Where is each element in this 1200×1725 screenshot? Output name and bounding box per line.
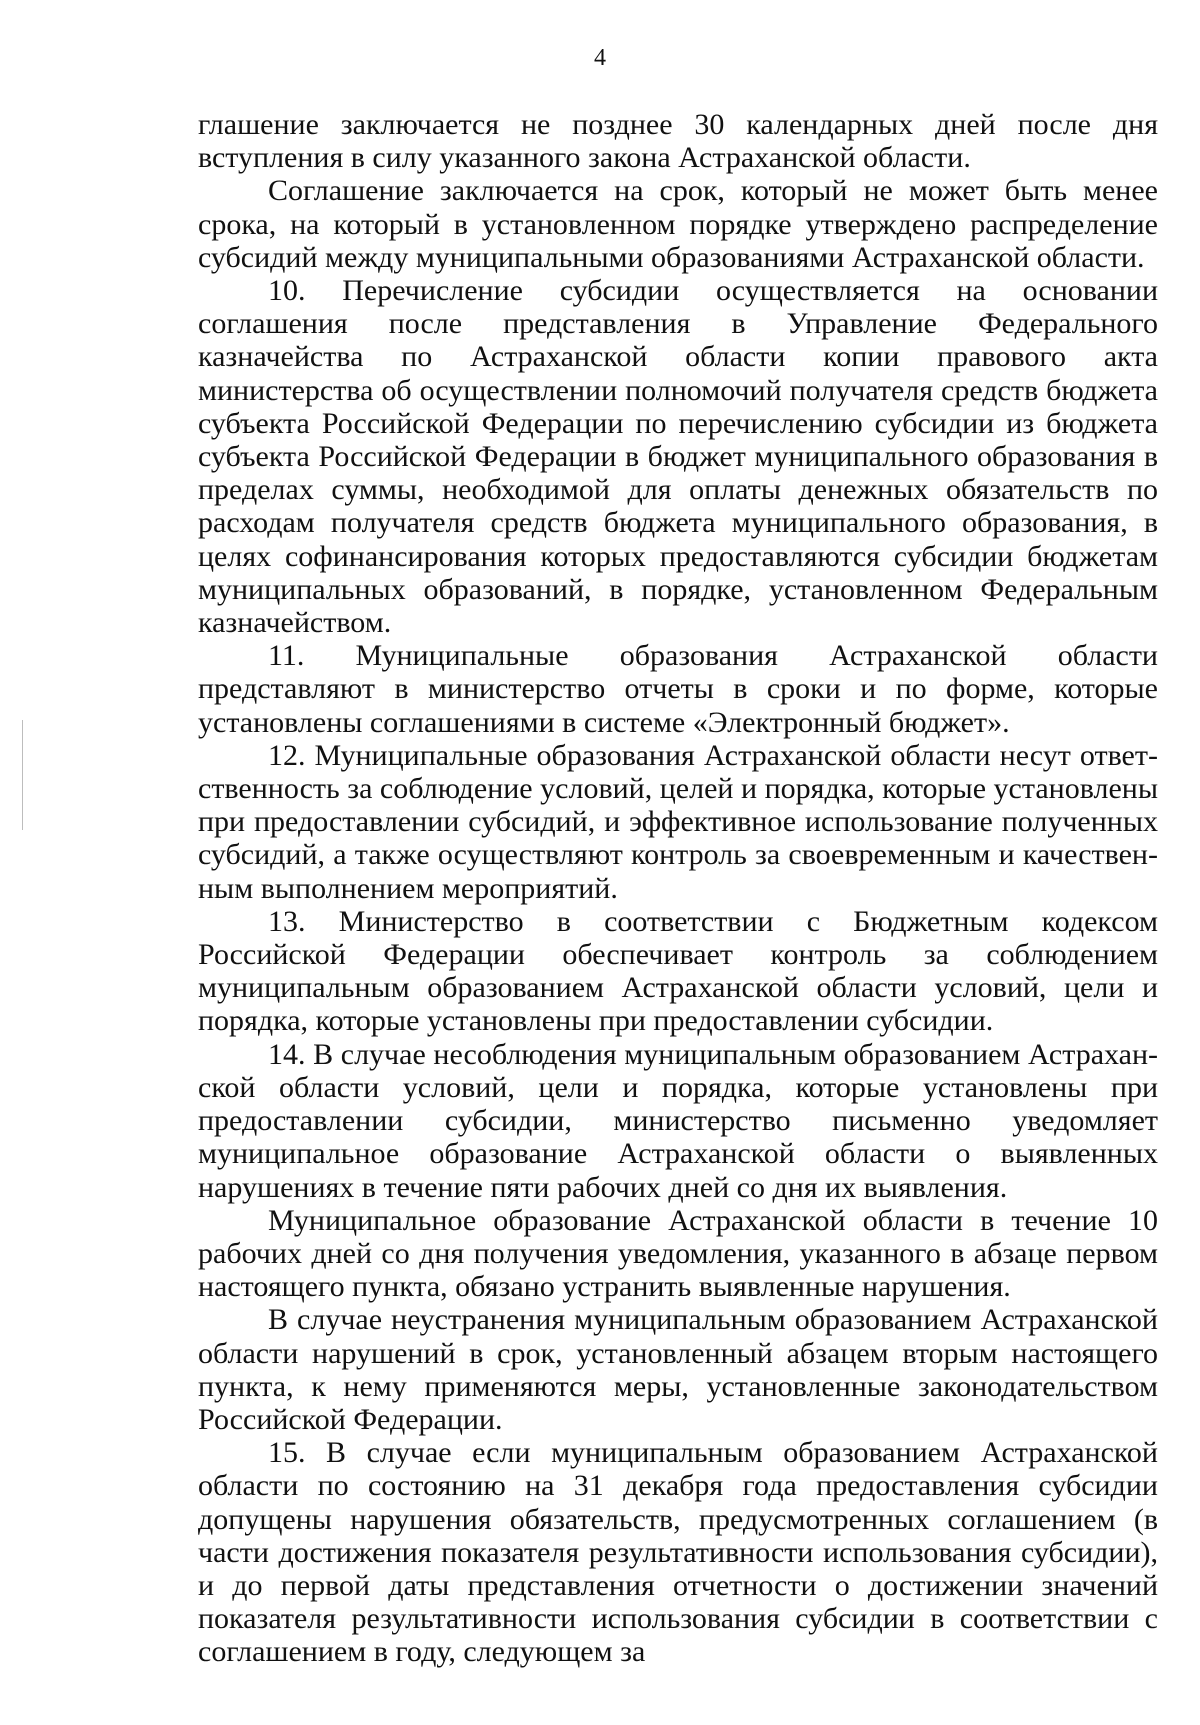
paragraph-item-12: 12. Муниципальные образования Астраханской области несут ответственность за соблюдение условий, целей и порядка, которые установлены при предоставлении субсидий, и эффективное использование полученных субсидий, а также осуществляют контроль за своевременным и качественным выполнением мероприятий.	[198, 738, 1158, 905]
paragraph-item-14-part-3: В случае неустранения муниципальным образованием Астраханской области нарушений в срок, установленный абзацем вторым настоящего пункта, к нему применяются меры, установленные законодательством Российской Федерации.	[198, 1303, 1158, 1436]
paragraph-item-14-part-2: Муниципальное образование Астраханской области в течение 10 рабочих дней со дня получения уведомления, указанного в абзаце первом настоящего пункта, обязано устранить выявленные нарушения.	[198, 1203, 1158, 1304]
paragraph-item-14: 14. В случае несоблюдения муниципальным образованием Астраханской области условий, цели и порядка, которые установлены при предоставлении субсидии, министерство письменно уведомляет муниципальное образование Астраханской области о выявленных нарушениях в течение пяти рабочих дней со дня их выявления.	[198, 1037, 1158, 1204]
scan-edge-mark	[22, 720, 23, 830]
paragraph-item-15: 15. В случае если муниципальным образованием Астраханской области по состоянию на 31 декабря года предоставления субсидии допущены нарушения обязательств, предусмотренных соглашением (в части достижения показателя результативности использования субсидии), и до первой даты представления отчетности о достижении значений показателя результативности использования субсидии в соответствии с соглашением в году, следующем за	[198, 1436, 1158, 1669]
paragraph-agreement-term: Соглашение заключается на срок, который не может быть менее срока, на который в установленном порядке утверждено распределение субсидий между муниципальными образованиями Астраханской области.	[198, 174, 1158, 274]
document-body	[198, 108, 1158, 1669]
paragraph-item-11: 11. Муниципальные образования Астраханской области представляют в министерство отчеты в сроки и по форме, которые установлены соглашениями в системе «Электронный бюджет».	[198, 639, 1158, 739]
paragraph-item-13: 13. Министерство в соответствии с Бюджетным кодексом Российской Федерации обеспечивает контроль за соблюдением муниципальным образованием Астраханской области условий, цели и порядка, которые установлены при предоставлении субсидии.	[198, 904, 1158, 1038]
page-number: 4	[594, 45, 606, 71]
paragraph-item-10: 10. Перечисление субсидии осуществляется на основании соглашения после представления в Управление Федерального казначейства по Астраханской области копии правового акта министерства об осуществлении полномочий получателя средств бюджета субъекта Российской Федерации по перечислению субсидии из бюджета субъекта Российской Федерации в бюджет муниципального образования в пределах суммы, необходимой для оплаты денежных обязательств по расходам получателя средств бюджета муниципального образования, в целях софинансирования которых предоставляются субсидии бюджетам муниципальных образований, в порядке, установленном Федеральным казначейством.	[198, 274, 1158, 640]
paragraph-continuation: глашение заключается не позднее 30 календарных дней после дня вступления в силу указанного закона Астраханской области.	[198, 108, 1158, 175]
